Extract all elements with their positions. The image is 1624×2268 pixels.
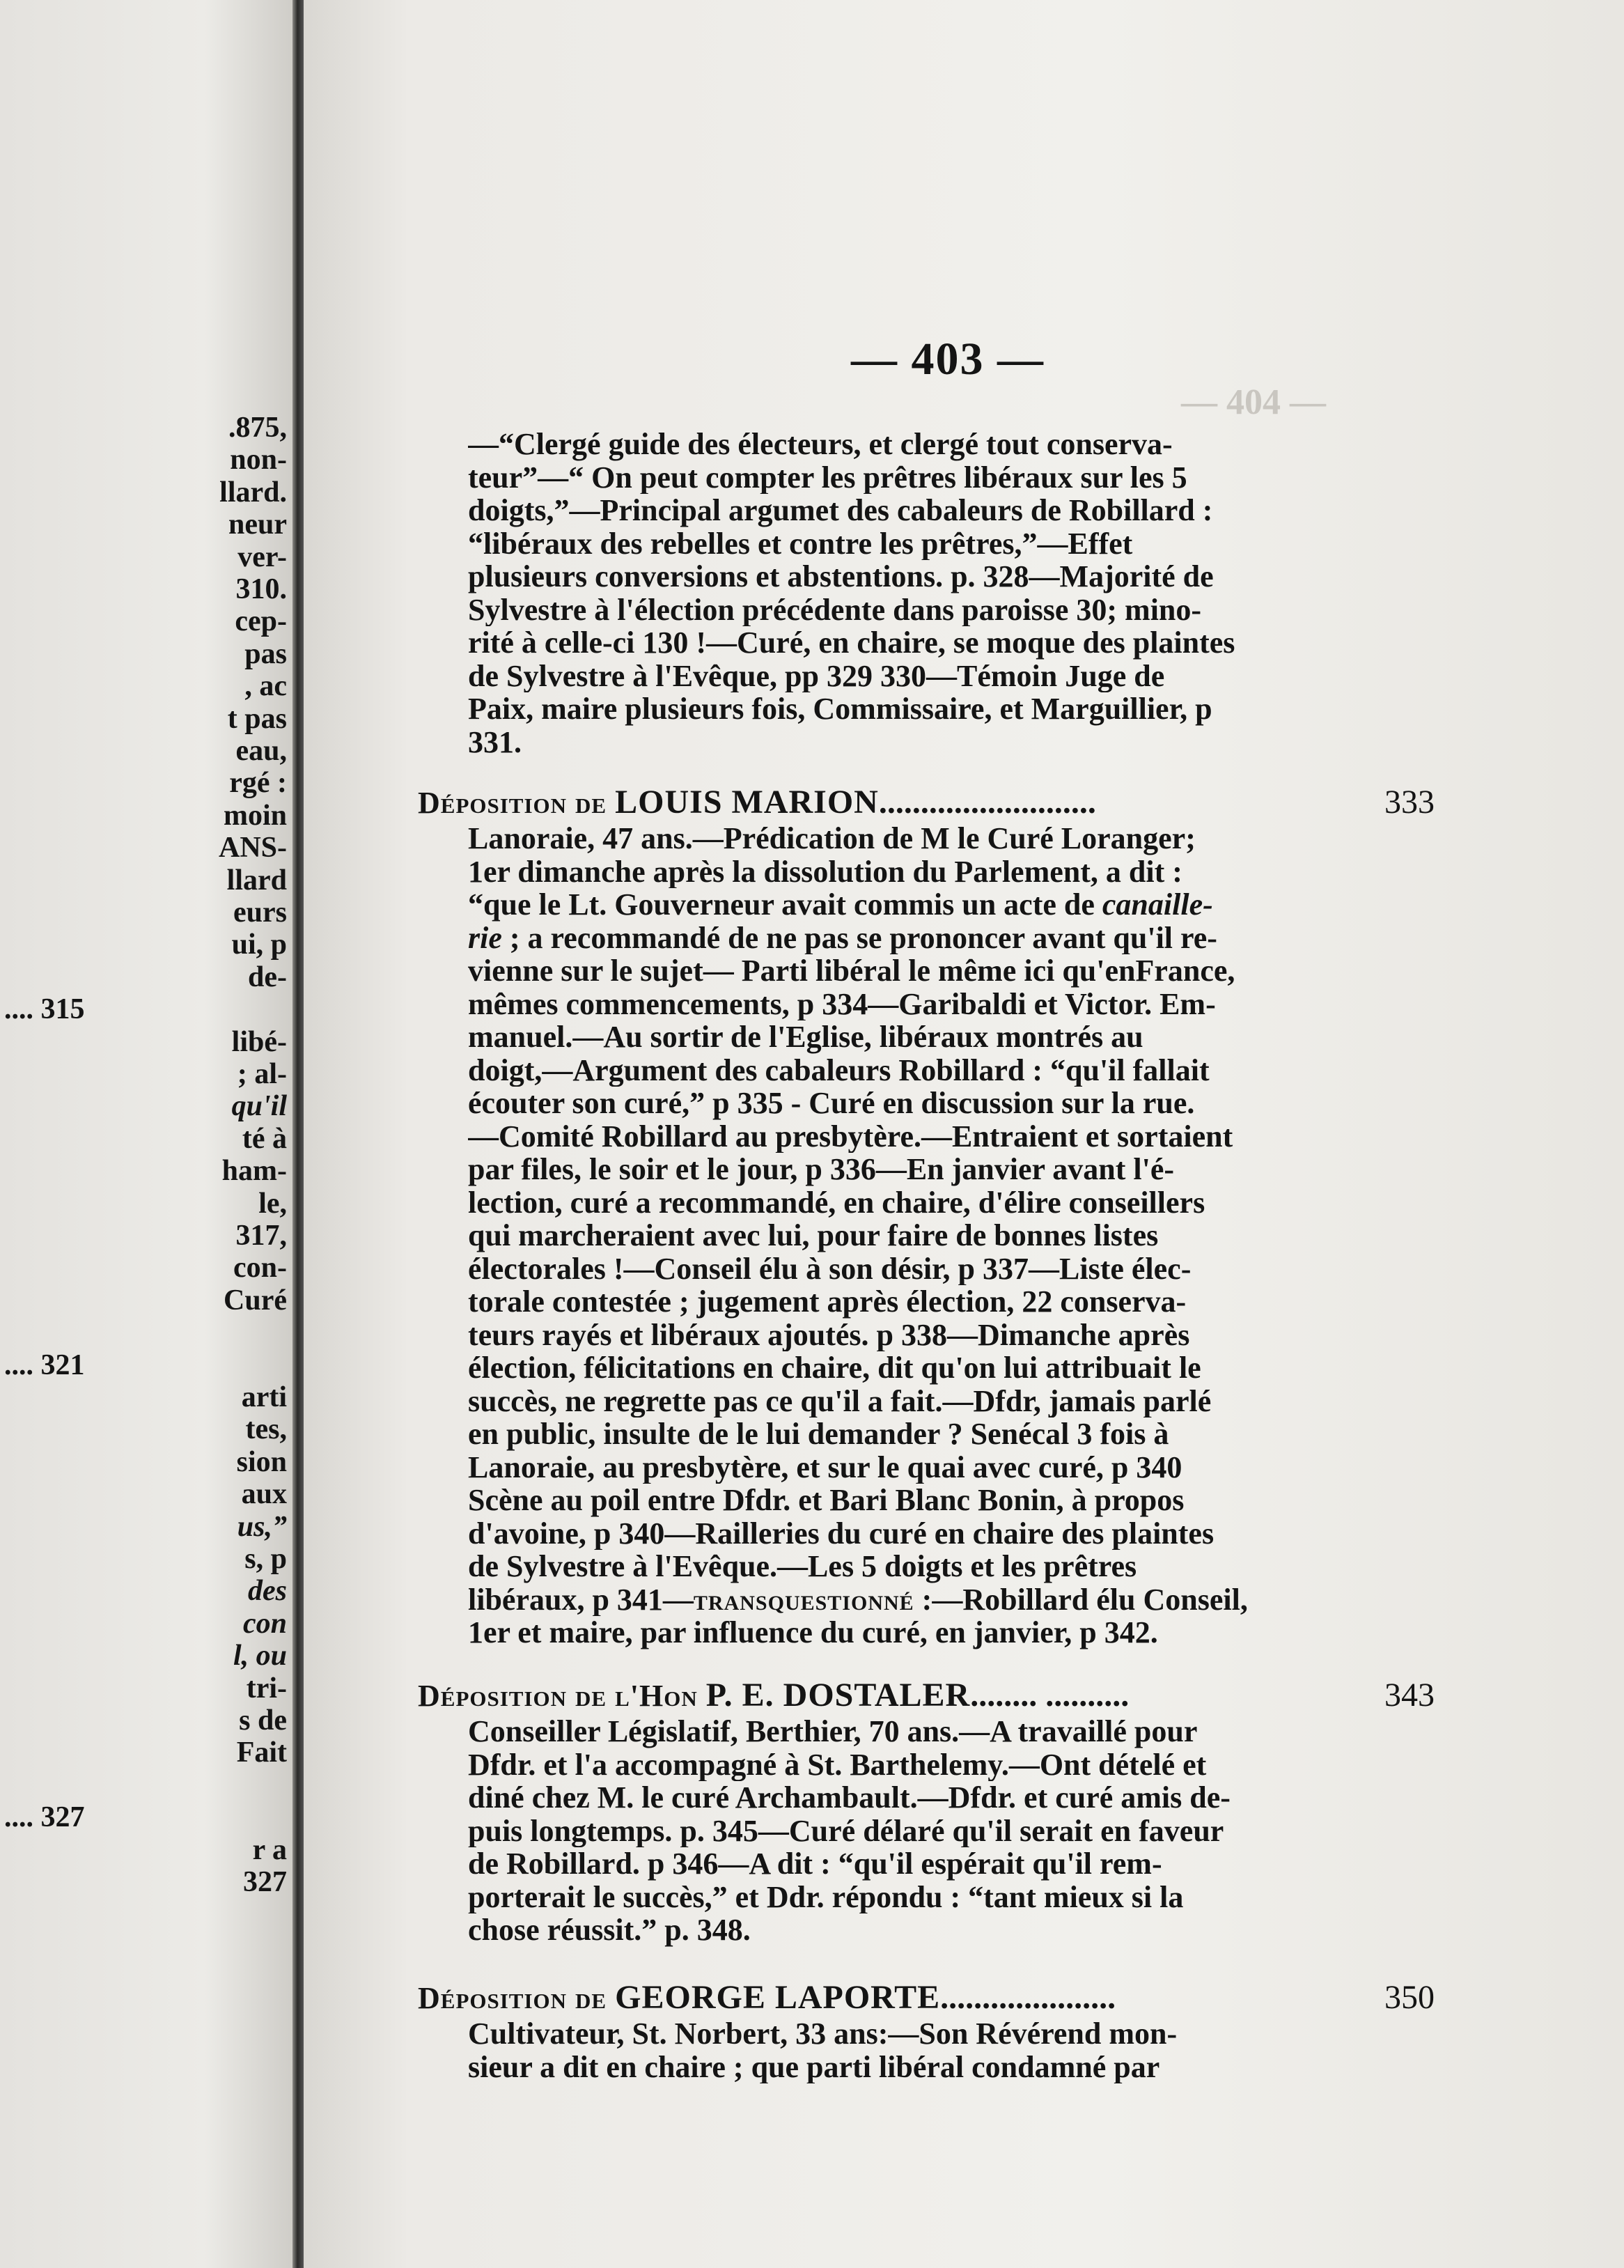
left-text-fragment: s de: [239, 1704, 287, 1737]
page-reference: 333: [1384, 784, 1435, 821]
left-text-fragment: le,: [258, 1187, 287, 1220]
text-line: Dfdr. et l'a accompagné à St. Barthelemy.—Ont dételé et: [468, 1748, 1207, 1781]
text-line: Cultivateur, St. Norbert, 33 ans:—Son Révérend mon-: [468, 2017, 1178, 2051]
left-text-fragment: tes,: [245, 1413, 287, 1446]
text-line: —Comité Robillard au presbytère.—Entraient et sortaient: [468, 1119, 1233, 1153]
text-line: mêmes commencements, p 334—Garibaldi et Victor. Em-: [468, 987, 1216, 1020]
text-line: lection, curé a recommandé, en chaire, d'élire conseillers: [468, 1186, 1205, 1219]
left-text-fragment: llard.: [219, 476, 287, 508]
text-line: Lanoraie, au presbytère, et sur le quai avec curé, p 340: [468, 1450, 1182, 1484]
text-line: succès, ne regrette pas ce qu'il a fait.—Dfdr, jamais parlé: [468, 1384, 1212, 1418]
text-line: en public, insulte de le lui demander ? Senécal 3 fois à: [468, 1418, 1169, 1451]
left-text-fragment: con-: [233, 1252, 287, 1284]
deposition-label: Déposition de: [418, 1981, 607, 2015]
book-gutter: [292, 0, 304, 2268]
deposition-heading: [418, 1676, 1435, 1718]
text-line: doigt,—Argument des cabaleurs Robillard : “qu'il fallait: [468, 1053, 1210, 1087]
left-text-fragment: sion: [236, 1445, 287, 1478]
dot-leader: .....................: [940, 1979, 1116, 2016]
page-reference: 350: [1384, 1979, 1435, 2016]
page-number: — 403 —: [851, 334, 1045, 385]
deposition-label: Déposition de: [418, 786, 607, 820]
witness-name: P. E. DOSTALER: [705, 1677, 971, 1714]
text-line: manuel.—Au sortir de l'Eglise, libéraux montrés au: [468, 1020, 1143, 1054]
left-text-fragment: arti: [241, 1381, 287, 1413]
text-line: teurs rayés et libéraux ajoutés. p 338—Dimanche après: [468, 1318, 1190, 1351]
left-text-fragment: 310.: [235, 573, 287, 605]
text-line: vienne sur le sujet— Parti libéral le même ici qu'enFrance,: [468, 954, 1235, 988]
text-line: rie ; a recommandé de ne pas se prononcer avant qu'il re-: [468, 921, 1217, 954]
text-line: de Sylvestre à l'Evêque, pp 329 330—Témoin Juge de: [468, 659, 1165, 692]
left-text-fragment: ui, p: [231, 929, 287, 961]
text-line: 1er dimanche après la dissolution du Parlement, a dit :: [468, 855, 1182, 888]
left-text-fragment: té à: [242, 1122, 287, 1155]
left-text-fragment: tri-: [246, 1672, 287, 1704]
left-page-reference: .... 327: [4, 1801, 85, 1834]
left-text-fragment: eau,: [235, 735, 287, 767]
left-text-fragment: de-: [248, 961, 287, 993]
left-text-fragment: s, p: [244, 1543, 287, 1575]
left-text-fragment: us,”: [237, 1510, 287, 1543]
text-line: puis longtemps. p. 345—Curé délaré qu'il serait en faveur: [468, 1814, 1224, 1847]
left-text-fragment: llard: [226, 864, 287, 896]
text-line: “que le Lt. Gouverneur avait commis un acte de canaille-: [468, 888, 1213, 922]
left-text-fragment: rgé :: [229, 767, 287, 800]
text-line: sieur a dit en chaire ; que parti libéral condamné par: [468, 2050, 1160, 2083]
text-line: 331.: [468, 725, 522, 759]
left-text-fragment: non-: [230, 444, 287, 476]
show-through-text: — 404 —: [1181, 382, 1326, 422]
left-text-fragment: .875,: [228, 412, 287, 444]
text-line: Paix, maire plusieurs fois, Commissaire, et Marguillier, p: [468, 692, 1212, 726]
left-text-fragment: des: [248, 1575, 287, 1608]
left-text-fragment: l, ou: [233, 1640, 287, 1672]
text-line: Conseiller Législatif, Berthier, 70 ans.—A travaillé pour: [468, 1715, 1198, 1748]
text-line: porterait le succès,” et Ddr. répondu : “tant mieux si la: [468, 1880, 1184, 1913]
text-line: 1er et maire, par influence du curé, en janvier, p 342.: [468, 1616, 1158, 1649]
left-text-fragment: eurs: [233, 896, 287, 929]
left-text-fragment: ; al-: [237, 1058, 287, 1090]
left-text-fragment: neur: [228, 508, 287, 541]
text-line: Lanoraie, 47 ans.—Prédication de M le Curé Loranger;: [468, 822, 1196, 855]
text-line: Sylvestre à l'élection précédente dans paroisse 30; mino-: [468, 593, 1202, 626]
text-line: chose réussit.” p. 348.: [468, 1913, 751, 1947]
text-line: doigts,”—Principal argumet des cabaleurs de Robillard :: [468, 494, 1213, 527]
left-text-fragment: con: [243, 1607, 287, 1640]
page-reference: 343: [1384, 1677, 1435, 1714]
deposition-heading: [418, 1978, 1435, 2020]
left-text-fragment: Fait: [236, 1737, 287, 1769]
left-text-fragment: Curé: [224, 1284, 287, 1316]
left-text-fragment: libé-: [231, 1025, 287, 1058]
text-line: plusieurs conversions et abstentions. p. 328—Majorité de: [468, 560, 1214, 593]
witness-name: GEORGE LAPORTE: [615, 1979, 941, 2016]
left-text-fragment: ver-: [237, 541, 287, 573]
text-line: élection, félicitations en chaire, dit qu'on lui attribuait le: [468, 1351, 1201, 1385]
text-line: de Robillard. p 346—A dit : “qu'il espérait qu'il rem-: [468, 1847, 1162, 1881]
dot-leader: ........ ..........: [970, 1677, 1130, 1714]
left-text-fragment: 317,: [235, 1220, 287, 1252]
text-line: teur”—“ On peut compter les prêtres libéraux sur les 5: [468, 460, 1187, 494]
text-line: —“Clergé guide des électeurs, et clergé tout conserva-: [468, 428, 1173, 461]
deposition-label: Déposition de l'Hon: [418, 1679, 698, 1713]
text-line: d'avoine, p 340—Railleries du curé en chaire des plaintes: [468, 1516, 1215, 1550]
deposition-heading: [418, 783, 1435, 825]
left-text-fragment: cep-: [235, 605, 287, 638]
text-line: rité à celle-ci 130 !—Curé, en chaire, se moque des plaintes: [468, 626, 1235, 660]
left-text-fragment: pas: [244, 637, 287, 670]
text-line: Scène au poil entre Dfdr. et Bari Blanc Bonin, à propos: [468, 1484, 1185, 1517]
deposition-body: [468, 822, 1359, 1649]
text-line: par files, le soir et le jour, p 336—En janvier avant l'é-: [468, 1153, 1174, 1186]
text-line: écouter son curé,” p 335 - Curé en discussion sur la rue.: [468, 1087, 1195, 1120]
left-page-reference: .... 315: [4, 993, 85, 1026]
text-line: libéraux, p 341—TRANSQUESTIONNÉ :—Robillard élu Conseil,: [468, 1583, 1248, 1616]
left-text-fragment: ANS-: [218, 832, 287, 864]
left-page-reference: .... 321: [4, 1349, 85, 1381]
left-text-fragment: moin: [223, 799, 287, 832]
text-line: de Sylvestre à l'Evêque.—Les 5 doigts et les prêtres: [468, 1550, 1137, 1583]
left-text-fragment: 327: [243, 1866, 287, 1898]
text-line: diné chez M. le curé Archambault.—Dfdr. et curé amis de-: [468, 1781, 1231, 1815]
intro-paragraph: [468, 428, 1359, 759]
deposition-body: [468, 1715, 1359, 1947]
left-text-fragment: r a: [252, 1833, 287, 1866]
dot-leader: ..........................: [878, 784, 1096, 821]
left-text-fragment: , ac: [244, 670, 287, 703]
text-line: qui marcheraient avec lui, pour faire de bonnes listes: [468, 1219, 1159, 1252]
text-line: “libéraux des rebelles et contre les prêtres,”—Effet: [468, 527, 1133, 560]
witness-name: LOUIS MARION: [615, 784, 879, 821]
left-text-fragment: ham-: [221, 1155, 287, 1188]
text-line: torale contestée ; jugement après élection, 22 conserva-: [468, 1285, 1187, 1319]
left-text-fragment: t pas: [227, 702, 287, 735]
text-line: électorales !—Conseil élu à son désir, p 337—Liste élec-: [468, 1252, 1192, 1285]
deposition-body: [468, 2017, 1359, 2083]
left-text-fragment: qu'il: [231, 1090, 287, 1123]
left-text-fragment: aux: [241, 1478, 287, 1511]
